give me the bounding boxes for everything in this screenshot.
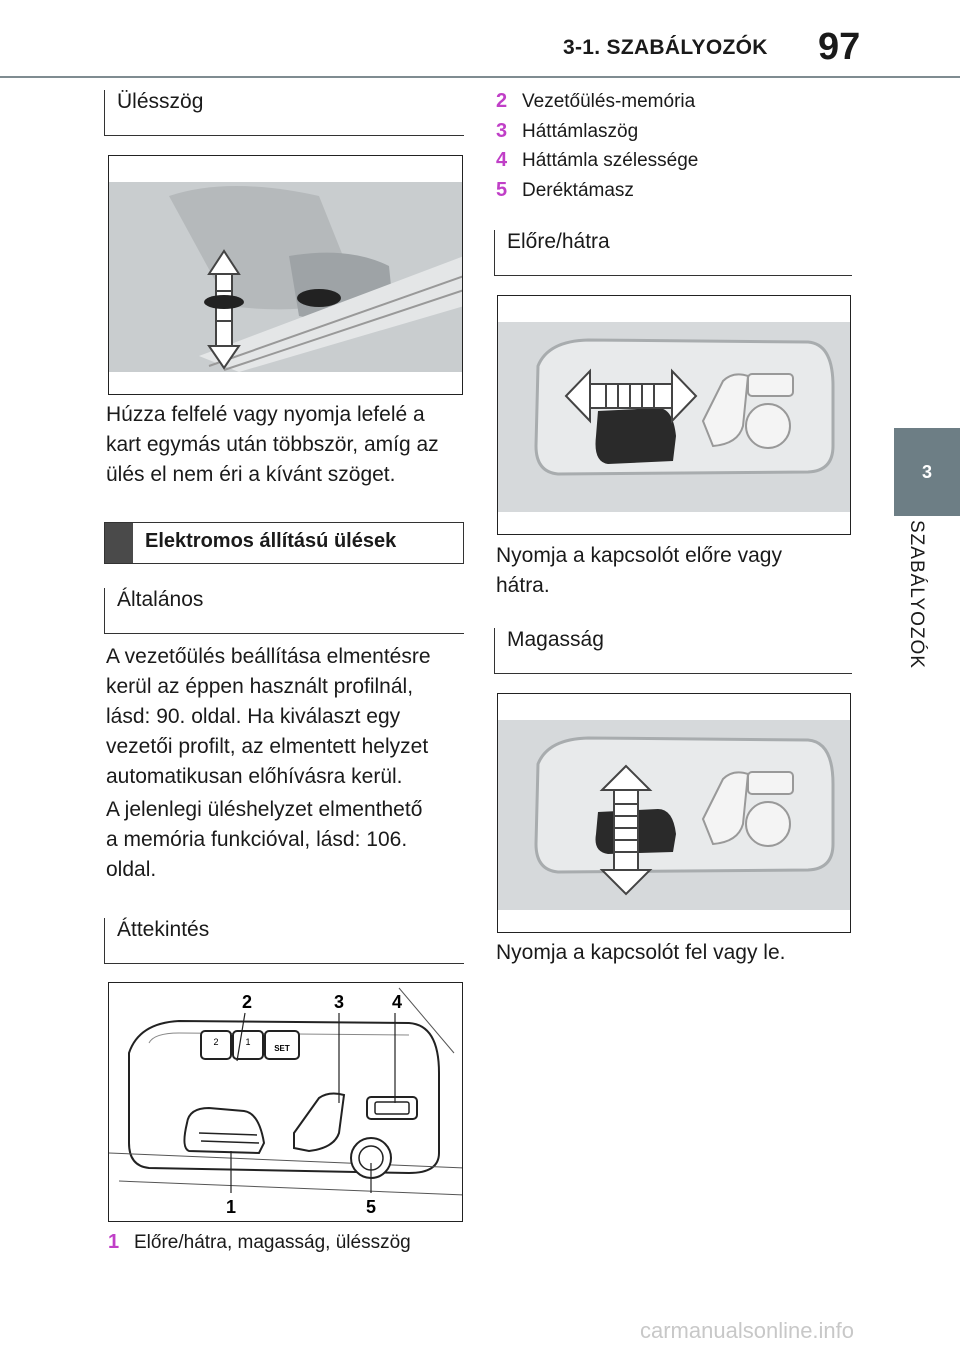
callout-2: 2 — [241, 992, 253, 1012]
legend-text: Deréktámasz — [522, 179, 634, 201]
legend-number: 1 — [108, 1231, 120, 1253]
legend-item-2 — [496, 87, 856, 117]
text-line: Húzza felfelé vagy nyomja lefelé a — [106, 403, 425, 426]
heading-general-text: Általános — [117, 588, 204, 611]
heading-overview-text: Áttekintés — [117, 918, 210, 941]
text-line: Nyomja a kapcsolót előre vagy — [496, 544, 782, 567]
legend-item-1 — [108, 1228, 468, 1258]
callout-4: 4 — [391, 992, 403, 1012]
text-line: lásd: 90. oldal. Ha kiválaszt egy — [106, 705, 401, 728]
text-line: ülés el nem éri a kívánt szöget. — [106, 463, 396, 486]
heading-forward-back — [494, 230, 852, 276]
watermark-footer: carmanualsonline.info — [640, 1318, 855, 1343]
figure-overview — [108, 982, 463, 1222]
legend-text: Előre/hátra, magasság, ülésszög — [134, 1232, 411, 1253]
legend-text: Vezetőülés-memória — [522, 91, 696, 112]
heading-height — [494, 628, 852, 674]
section-electric-seats — [104, 522, 464, 564]
text-line: automatikusan előhívásra kerül. — [106, 765, 403, 788]
heading-seat-angle — [104, 90, 464, 136]
heading-overview — [104, 918, 464, 964]
callout-3: 3 — [333, 992, 345, 1012]
chapter-tab-label: SZABÁLYOZÓK — [906, 520, 927, 669]
paragraph-height — [496, 938, 854, 968]
paragraph-seat-angle — [106, 400, 466, 490]
legend-number: 3 — [496, 119, 508, 142]
paragraph-general-1 — [106, 642, 466, 792]
section-marker — [105, 523, 133, 563]
text-line: hátra. — [496, 574, 550, 597]
paragraph-general-2 — [106, 795, 466, 885]
heading-general — [104, 588, 464, 634]
figure-height — [497, 693, 851, 933]
text-line: a memória funkcióval, lásd: 106. — [106, 828, 408, 851]
section-title: Elektromos állítású ülések — [145, 530, 397, 552]
legend-text: Háttámla szélessége — [522, 150, 699, 171]
header-rule — [0, 76, 960, 78]
heading-height-text: Magasság — [507, 628, 604, 651]
legend-item-3 — [496, 117, 856, 147]
legend-number: 4 — [496, 149, 508, 171]
running-header-section: 3-1. SZABÁLYOZÓK — [563, 36, 768, 59]
heading-forward-back-text: Előre/hátra — [507, 230, 610, 253]
text-line: Nyomja a kapcsolót fel vagy le. — [496, 941, 786, 964]
text-line: A vezetőülés beállítása elmentésre — [106, 645, 431, 668]
figure-seat-angle — [108, 155, 463, 395]
text-line: kerül az éppen használt profilnál, — [106, 675, 414, 698]
memory-set-label: SET — [274, 1044, 290, 1053]
memory-button-2-label: 2 — [213, 1037, 219, 1047]
memory-button-1-label: 1 — [245, 1037, 251, 1047]
legend-list — [496, 87, 856, 205]
text-line: A jelenlegi üléshelyzet elmenthető — [106, 798, 423, 821]
text-line: vezetői profilt, az elmentett helyzet — [106, 735, 429, 758]
figure-forward-back — [497, 295, 851, 535]
callout-5: 5 — [365, 1197, 377, 1217]
callout-1: 1 — [225, 1197, 237, 1217]
legend-text: Háttámlaszög — [522, 120, 639, 142]
legend-number: 2 — [496, 90, 508, 112]
paragraph-forward-back — [496, 541, 854, 601]
legend-number: 5 — [496, 178, 508, 201]
legend-item-5 — [496, 176, 856, 206]
heading-seat-angle-text: Ülésszög — [117, 90, 204, 113]
text-line: kart egymás után többször, amíg az — [106, 433, 439, 456]
legend-item-4 — [496, 146, 856, 176]
text-line: oldal. — [106, 858, 157, 881]
page-number: 97 — [818, 26, 861, 68]
chapter-tab: 3 — [894, 428, 960, 516]
